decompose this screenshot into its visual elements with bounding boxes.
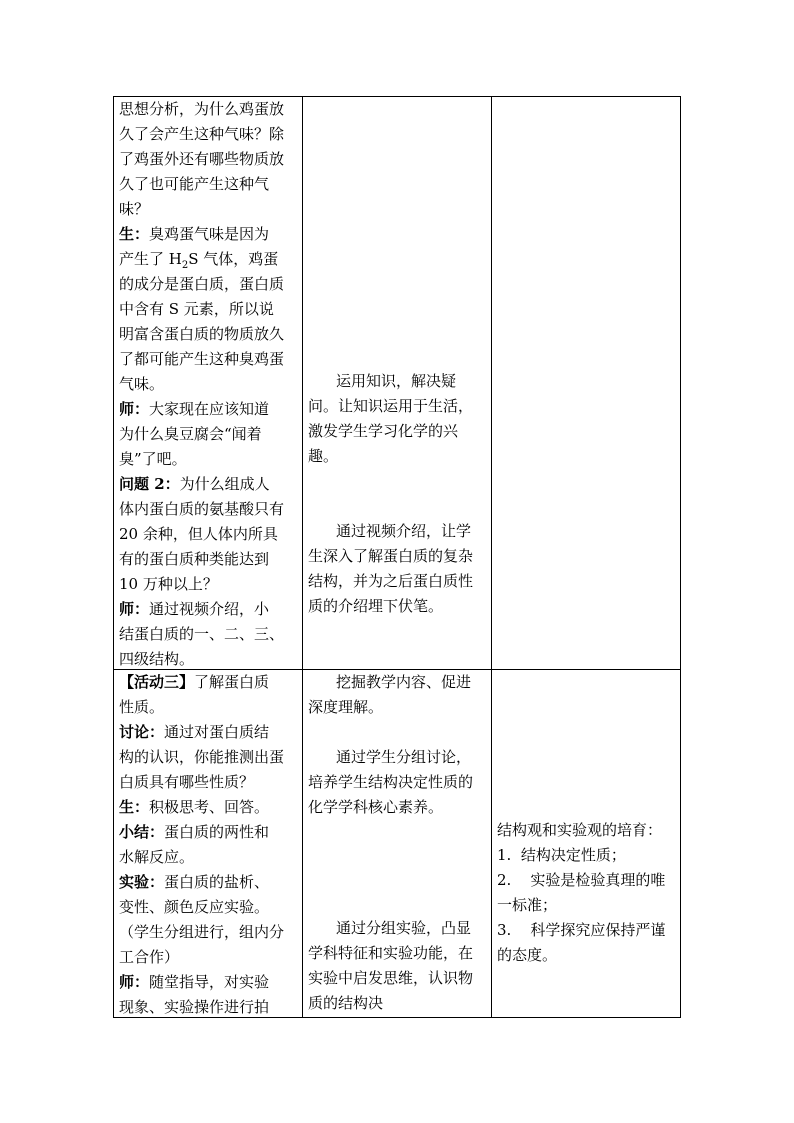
- literacy-item-2: 2. 实验是检验真理的唯一标准；: [497, 871, 666, 914]
- table-border-right: [680, 96, 681, 1018]
- design-intent-cell-2b: [308, 745, 480, 820]
- literacy-item-3: 3. 科学探究应保持严谨的态度。: [497, 921, 666, 964]
- intent-paragraph-1: 运用知识，解决疑问。让知识运用于生活，激发学生学习化学的兴趣。: [308, 372, 474, 465]
- intent-paragraph-4: 通过学生分组讨论，培养学生结构决定性质的化学学科核心素养。: [308, 748, 474, 816]
- intent-paragraph-5: 通过分组实验，凸显学科特征和实验功能，在实验中启发思维，认识物质的结构决: [308, 919, 474, 1012]
- literacy-item-1: 1. 结构决定性质；: [497, 846, 626, 864]
- table-divider-col1: [302, 96, 303, 1018]
- intent-paragraph-3: 挖掘教学内容、促进深度理解。: [308, 673, 472, 716]
- literacy-heading: 结构观和实验观的培育：: [497, 821, 663, 839]
- design-intent-cell-1b: [308, 519, 480, 619]
- paragraph-experiment: 实验：蛋白质的盐析、变性、颜色反应实验。（学生分组进行，组内分工合作）: [119, 873, 285, 966]
- design-intent-cell-2a: [308, 670, 480, 720]
- intent-paragraph-2: 通过视频介绍，让学生深入了解蛋白质的复杂结构，并为之后蛋白质性质的介绍埋下伏笔。: [308, 522, 474, 615]
- paragraph-teacher-guidance: 师：随堂指导，对实验现象、实验操作进行拍: [119, 973, 270, 1016]
- literacy-cell: [497, 818, 677, 968]
- paragraph-summary: 小结：蛋白质的两性和水解反应。: [119, 823, 270, 866]
- paragraph-question-2: 问题 2：为什么组成人体内蛋白质的氨基酸只有 20 余种，但人体内所具有的蛋白质种类能达到 10 万种以上？: [119, 475, 285, 593]
- paragraph-student-answer: 生：臭鸡蛋气味是因为产生了 $H_2S$ 气体，鸡蛋的成分是蛋白质，蛋白质中含有 S 元素，所以说明富含蛋白质的物质放久了都可能产生这种臭鸡蛋气味。: [119, 225, 285, 393]
- paragraph-teacher-1: 师：大家现在应该知道为什么臭豆腐会“闻着臭”了吧。: [119, 400, 270, 468]
- design-intent-cell-2c: [308, 916, 480, 1016]
- paragraph-teacher-2: 师：通过视频介绍，小结蛋白质的一、二、三、四级结构。: [119, 600, 285, 668]
- paragraph-discussion: 讨论：通过对蛋白质结构的认识，你能推测出蛋白质具有哪些性质？: [119, 723, 285, 791]
- paragraph-activity-3: 【活动三】了解蛋白质性质。: [119, 673, 270, 716]
- teaching-process-cell-2: [119, 670, 284, 1020]
- design-intent-cell-1: [308, 369, 480, 469]
- teaching-process-cell-1: [119, 97, 284, 672]
- paragraph-student-response: 生：积极思考、回答。: [119, 798, 270, 816]
- paragraph-question-1: 思想分析，为什么鸡蛋放久了会产生这种气味？除了鸡蛋外还有哪些物质放久了也可能产生这种气味？: [119, 100, 285, 218]
- table-divider-col2: [491, 96, 492, 1018]
- table-border-left: [113, 96, 114, 1018]
